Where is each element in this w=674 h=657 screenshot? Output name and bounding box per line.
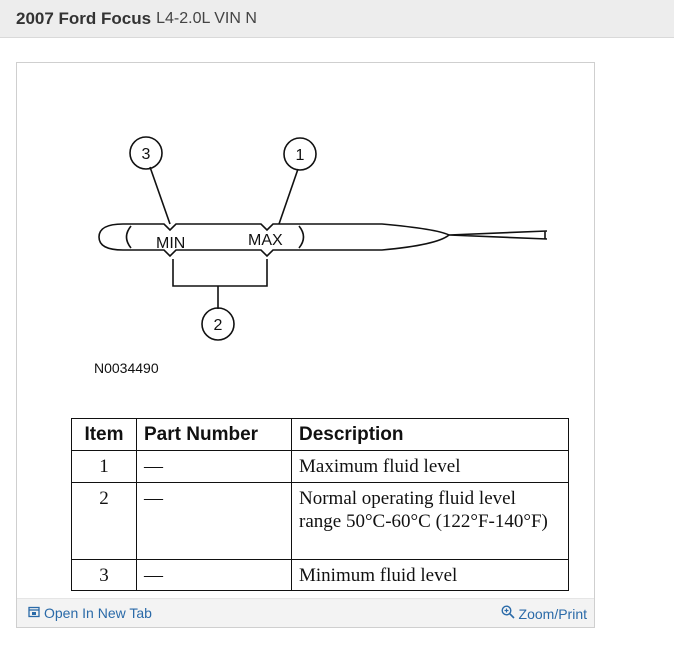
part-number-cell: — bbox=[137, 483, 292, 560]
zoom-print-link[interactable] bbox=[501, 605, 587, 622]
range-bracket bbox=[173, 259, 267, 309]
open-in-new-tab-icon bbox=[28, 605, 40, 621]
table-row bbox=[72, 451, 569, 483]
callout-2-label: 2 bbox=[213, 317, 223, 334]
description-cell: Minimum fluid level bbox=[292, 560, 569, 591]
parts-table bbox=[71, 418, 569, 591]
callout-1-label: 1 bbox=[295, 147, 305, 164]
header-item: Item bbox=[72, 419, 137, 451]
description-cell: Normal operating fluid level range 50°C-60°C (122°F-140°F) bbox=[292, 483, 569, 560]
figure-code: N0034490 bbox=[94, 360, 159, 376]
dipstick-shaft bbox=[449, 231, 547, 239]
vehicle-title: 2007 Ford Focus bbox=[16, 8, 152, 28]
item-cell: 3 bbox=[72, 560, 137, 591]
table-header-row bbox=[72, 419, 569, 451]
table-row bbox=[72, 560, 569, 591]
part-number-cell: — bbox=[137, 451, 292, 483]
part-number-cell: — bbox=[137, 560, 292, 591]
open-in-new-tab-label: Open In New Tab bbox=[44, 605, 152, 621]
item-cell: 2 bbox=[72, 483, 137, 560]
max-label: MAX bbox=[248, 232, 283, 249]
diagram-card bbox=[16, 62, 595, 628]
description-cell: Maximum fluid level bbox=[292, 451, 569, 483]
dipstick-max-arc bbox=[299, 226, 304, 248]
header-part-number: Part Number bbox=[137, 419, 292, 451]
leader-3 bbox=[150, 167, 170, 224]
header-description: Description bbox=[292, 419, 569, 451]
item-cell: 1 bbox=[72, 451, 137, 483]
min-label: MIN bbox=[156, 235, 186, 252]
open-in-new-tab-link[interactable] bbox=[28, 605, 152, 621]
dipstick-diagram bbox=[17, 63, 594, 393]
leader-1 bbox=[279, 169, 298, 224]
engine-subtitle: L4-2.0L VIN N bbox=[156, 9, 257, 27]
diagram-footer bbox=[17, 598, 594, 627]
zoom-print-label: Zoom/Print bbox=[518, 605, 587, 622]
callout-3-label: 3 bbox=[141, 146, 151, 163]
dipstick-min-arc bbox=[127, 226, 132, 248]
table-row bbox=[72, 483, 569, 560]
diagram-figure bbox=[17, 63, 594, 598]
page-header bbox=[0, 0, 674, 38]
zoom-in-icon bbox=[501, 605, 515, 622]
